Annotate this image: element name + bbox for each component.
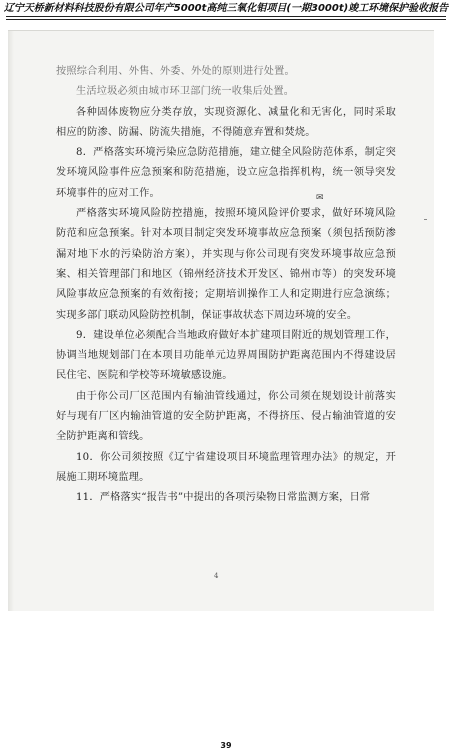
paragraph-item-11: 11．严格落实“报告书”中提出的各项污染物日常监测方案，日常 <box>76 492 371 504</box>
header-rule-thin <box>6 19 446 20</box>
page-number: 39 <box>220 741 232 750</box>
scan-left-edge <box>8 31 14 611</box>
paragraph-item-8: 8．严格落实环境污染应急防范措施，建立健全风险防范体系，制定突发环境风险事件应急预案和防范措施，设立应急指挥机构，统一领导突发环境事件的应对工作。 <box>56 147 396 199</box>
paragraph-pipeline: 由于你公司厂区范围内有输油管线通过，你公司须在规划设计前落实好与现有厂区内输油管道的安全防护距离，不得挤压、侵占输油管道的安全防护距离和管线。 <box>56 390 396 443</box>
paragraph-garbage: 生活垃圾必须由城市环卫部门统一收集后处置。 <box>76 86 295 98</box>
header-rule <box>6 16 446 17</box>
paragraph-item-9: 9．建设单位必须配合当地政府做好本扩建项目附近的规划管理工作，协调当地规划部门在本项目功能单元边界周围防护距离范围内不得建设居民住宅、医院和学校等环境敏感设施。 <box>56 329 396 382</box>
inner-page-number: 4 <box>214 572 219 580</box>
scan-edge-mark <box>424 219 427 220</box>
paragraph-disposal-principle: 按照综合利用、外售、外委、外处的原则进行处置。 <box>56 66 295 77</box>
stamp-mark-icon: ✉ <box>316 193 324 203</box>
paragraph-item-10: 10．你公司须按照《辽宁省建设项目环境监理管理办法》的规定，开展施工期环境监理。 <box>56 451 396 483</box>
header-title: 辽宁天桥新材料科技股份有限公司年产5000t高纯三氧化钼项目(一期3000t)竣工环境保护验收报告 <box>3 3 449 14</box>
document-body <box>56 62 396 509</box>
paragraph-solid-waste: 各种固体废物应分类存放，实现资源化、减量化和无害化，同时采取相应的防渗、防漏、防流失措施，不得随意弃置和焚烧。 <box>56 106 396 138</box>
report-header <box>0 0 452 20</box>
paragraph-risk-control: 严格落实环境风险防控措施，按照环境风险评价要求，做好环境风险防范和应急预案。针对本项目制定突发环境事故应急预案（须包括预防渗漏对地下水的污染防治方案），并实现与你公司现有突发环境事故应急预案、相关管理部门和地区（锦州经济技术开发区、锦州市等）的突发环境风险事故应急预案的有效衔接；定期培训操作工人和定期进行应急演练；实现多部门联动风险防控机制，保证事故状态下周边环境的安全。 <box>56 208 396 321</box>
